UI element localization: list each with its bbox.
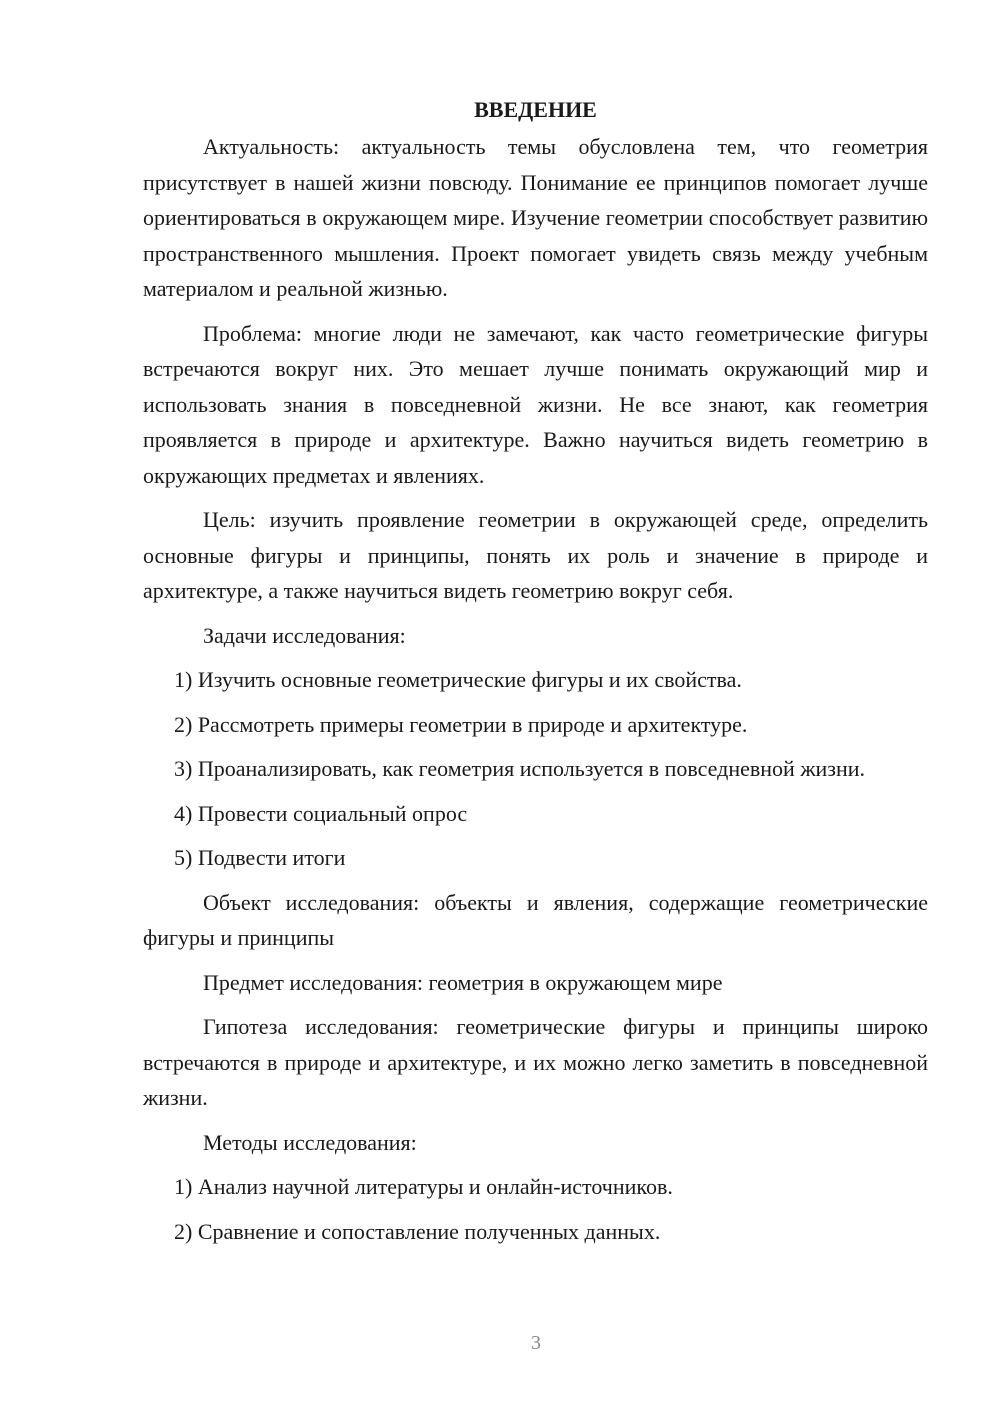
list-item-task-5: 5) Подвести итоги [174, 845, 346, 870]
paragraph-hypothesis: Гипотеза исследования: геометрические фигуры и принципы широко встречаются в природе и архитектуре, и их можно легко заметить в повседневной жизни. [143, 1014, 928, 1110]
paragraph-object: Объект исследования: объекты и явления, содержащие геометрические фигуры и принципы [143, 889, 928, 950]
list-item-task-3: 3) Проанализировать, как геометрия используется в повседневной жизни. [174, 756, 866, 781]
page-title: ВВЕДЕНИЕ [474, 97, 597, 122]
list-item-task-4: 4) Провести социальный опрос [174, 800, 468, 826]
list-item-task-2: 2) Рассмотреть примеры геометрии в природе и архитектуре. [174, 711, 748, 737]
list-item-task-1: 1) Изучить основные геометрические фигуры и их свойства. [174, 667, 742, 692]
list-item-method-1: 1) Анализ научной литературы и онлайн-источников. [174, 1174, 673, 1199]
paragraph-tasks-heading: Задачи исследования: [203, 622, 406, 648]
paragraph-subject: Предмет исследования: геометрия в окружающем мире [203, 969, 723, 995]
page-number: 3 [531, 1332, 541, 1354]
paragraph-goal: Цель: изучить проявление геометрии в окружающей среде, определить основные фигуры и принципы, понять их роль и значение в природе и архитектуре, а также научиться видеть геометрию вокруг себя. [143, 507, 928, 603]
paragraph-relevance: Актуальность: актуальность темы обусловлена тем, что геометрия присутствует в нашей жизни повсюду. Понимание ее принципов помогает лучше ориентироваться в окружающем мире. Изучение геометрии способствует развитию пространственного мышления. Проект помогает увидеть связь между учебным материалом и реальной жизнью. [143, 134, 928, 301]
document-page [143, 92, 928, 1258]
paragraph-problem: Проблема: многие люди не замечают, как часто геометрические фигуры встречаются вокруг них. Это мешает лучше понимать окружающий мир и использовать знания в повседневной жизни. Не все знают, как геометрия проявляется в природе и архитектуре. Важно научиться видеть геометрию в окружающих предметах и явлениях. [143, 320, 928, 488]
paragraph-methods-heading: Методы исследования: [203, 1129, 417, 1155]
list-item-method-2: 2) Сравнение и сопоставление полученных данных. [174, 1218, 661, 1244]
